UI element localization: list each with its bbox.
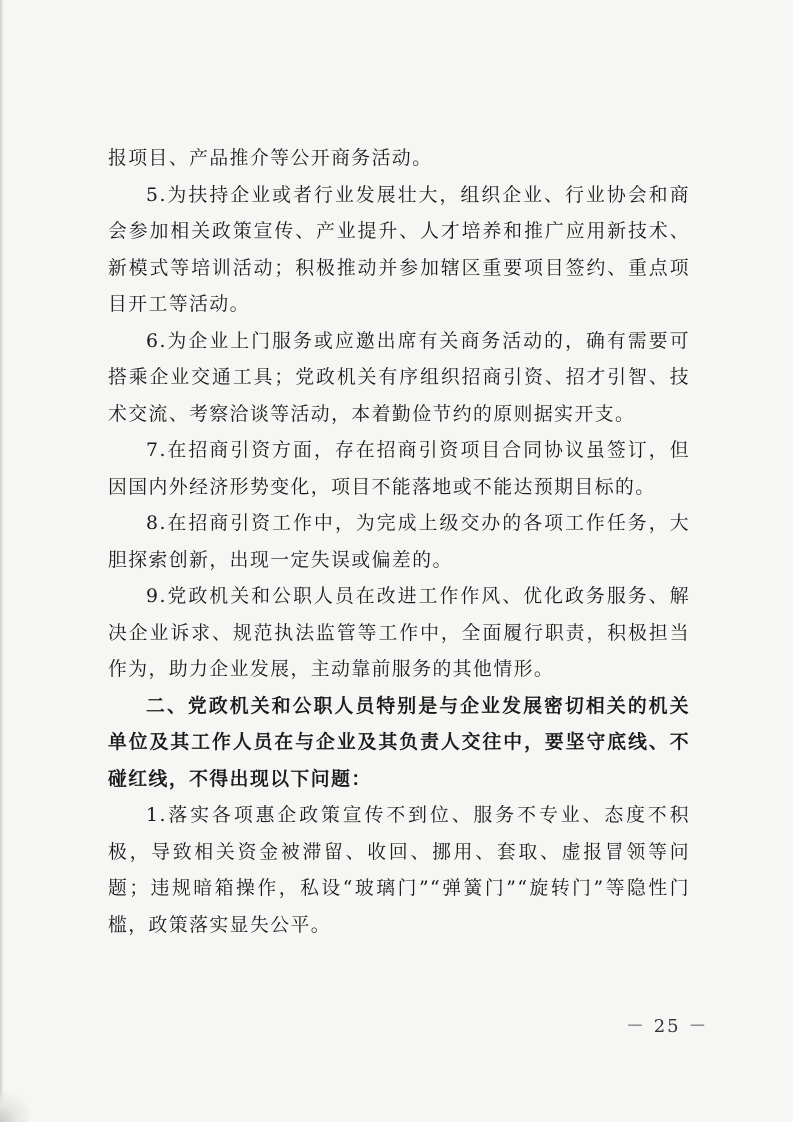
page-number: － 25 －	[626, 1016, 709, 1037]
paragraph-item-6: 6.为企业上门服务或应邀出席有关商务活动的，确有需要可搭乘企业交通工具；党政机关有序组织招商引资、招才引智、技术交流、考察洽谈等活动，本着勤俭节约的原则据实开支。	[108, 330, 690, 425]
scan-corner-mark	[0, 1092, 30, 1122]
paragraph-section-2-item-1: 1.落实各项惠企政策宣传不到位、服务不专业、态度不积极，导致相关资金被滞留、收回、挪用、套取、虚报冒领等问题；违规暗箱操作，私设“玻璃门”“弹簧门”“旋转门”等隐性门槛，政策落实显失公平。	[108, 805, 690, 936]
section-heading-2: 二、党政机关和公职人员特别是与企业发展密切相关的机关单位及其工作人员在与企业及其负责人交往中，要坚守底线、不碰红线，不得出现以下问题：	[108, 695, 690, 790]
paragraph-item-9: 9.党政机关和公职人员在改进工作作风、优化政务服务、解决企业诉求、规范执法监管等工作中，全面履行职责，积极担当作为，助力企业发展，主动靠前服务的其他情形。	[108, 586, 690, 680]
scan-edge-shadow	[0, 0, 4, 1122]
paragraph-item-5: 5.为扶持企业或者行业发展壮大，组织企业、行业协会和商会参加相关政策宣传、产业提升、人才培养和推广应用新技术、新模式等培训活动；积极推动并参加辖区重要项目签约、重点项目开工等活动。	[108, 184, 690, 315]
paragraph-item-8: 8.在招商引资工作中，为完成上级交办的各项工作任务，大胆探索创新，出现一定失误或偏差的。	[108, 513, 690, 571]
document-body	[108, 141, 690, 944]
paragraph-continuation: 报项目、产品推介等公开商务活动。	[108, 148, 433, 169]
paragraph-item-7: 7.在招商引资方面，存在招商引资项目合同协议虽签订，但因国内外经济形势变化，项目不能落地或不能达预期目标的。	[108, 440, 690, 498]
